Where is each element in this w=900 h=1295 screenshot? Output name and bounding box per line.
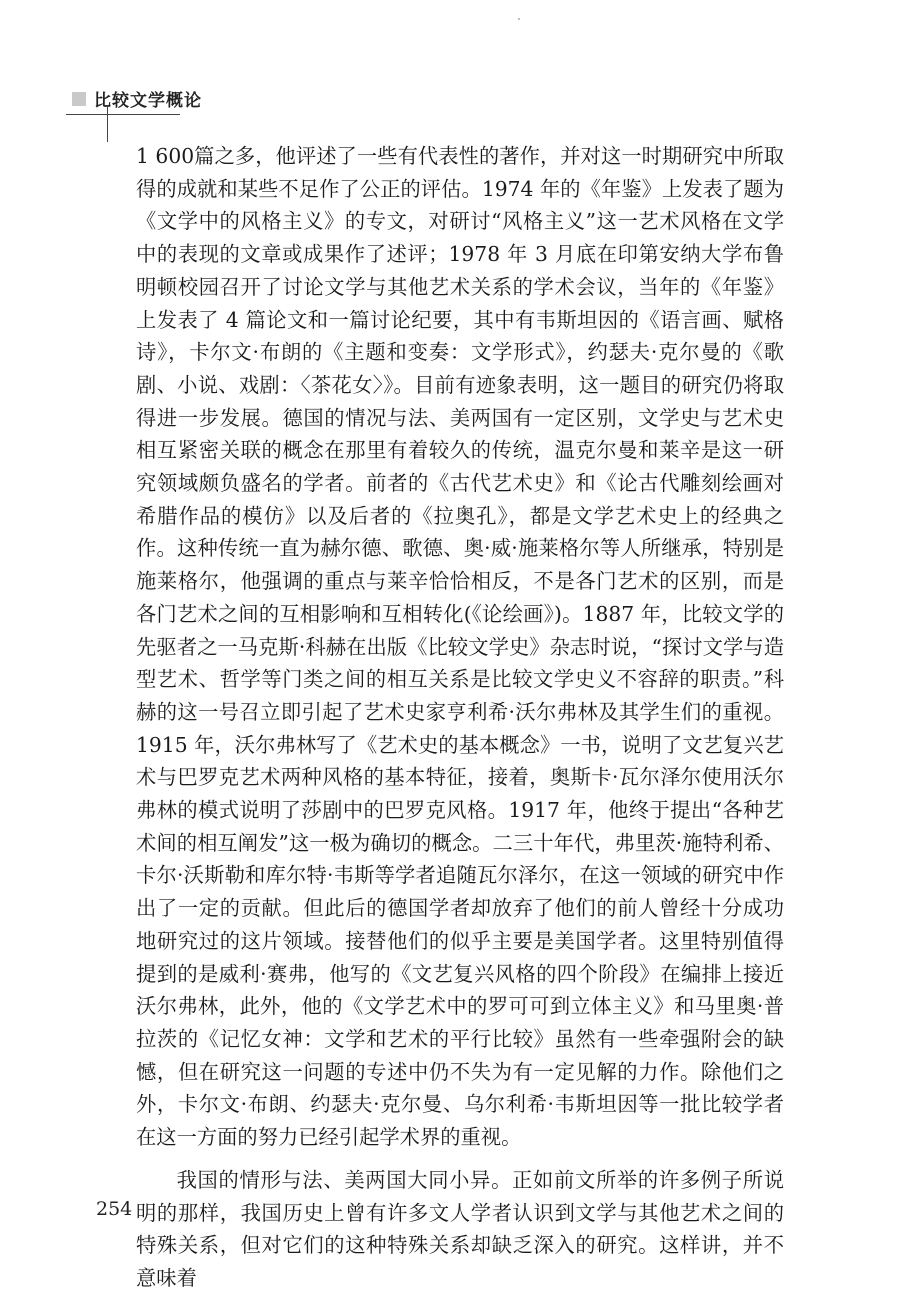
paragraph-continued: 1 600篇之多，他评述了一些有代表性的著作，并对这一时期研究中所取得的成就和某些不足作了公正的评估。1974 年的《年鉴》上发表了题为《文学中的风格主义》的专文，对研讨“风格主义”这一艺术风格在文学中的表现的文章或成果作了述评；1978 年 3 月底在印第安纳大学布鲁明顿校园召开了讨论文学与其他艺术关系的学术会议，当年的《年鉴》上发表了 4 篇论文和一篇讨论纪要，其中有韦斯坦因的《语言画、赋格诗》，卡尔文·布朗的《主题和变奏：文学形式》，约瑟夫·克尔曼的《歌剧、小说、戏剧：〈茶花女〉》。目前有迹象表明，这一题目的研究仍将取得进一步发展。德国的情况与法、美两国有一定区别，文学史与艺术史相互紧密关联的概念在那里有着较久的传统，温克尔曼和莱辛是这一研究领域颇负盛名的学者。前者的《古代艺术史》和《论古代雕刻绘画对希腊作品的模仿》以及后者的《拉奥孔》，都是文学艺术史上的经典之作。这种传统一直为赫尔德、歌德、奥·威·施莱格尔等人所继承，特别是施莱格尔，他强调的重点与莱辛恰恰相反，不是各门艺术的区别，而是各门艺术之间的互相影响和互相转化(《论绘画》)。1887 年，比较文学的先驱者之一马克斯·科赫在出版《比较文学史》杂志时说，“探讨文学与造型艺术、哲学等门类之间的相互关系是比较文学史义不容辞的职责。”科赫的这一号召立即引起了艺术史家亨利希·沃尔弗林及其学生们的重视。1915 年，沃尔弗林写了《艺术史的基本概念》一书，说明了文艺复兴艺术与巴罗克艺术两种风格的基本特征，接着，奥斯卡·瓦尔泽尔使用沃尔弗林的模式说明了莎剧中的巴罗克风格。1917 年，他终于提出“各种艺术间的相互阐发”这一极为确切的概念。二三十年代，弗里茨·施特利希、卡尔·沃斯勒和库尔特·韦斯等学者追随瓦尔泽尔，在这一领域的研究中作出了一定的贡献。但此后的德国学者却放弃了他们的前人曾经十分成功地研究过的这片领域。接替他们的似乎主要是美国学者。这里特别值得提到的是威利·赛弗，他写的《文艺复兴风格的四个阶段》在编排上接近沃尔弗林，此外，他的《文学艺术中的罗可可到立体主义》和马里奥·普拉茨的《记忆女神：文学和艺术的平行比较》虽然有一些牵强附会的缺憾，但在研究这一问题的专述中仍不失为有一定见解的力作。除他们之外，卡尔文·布朗、约瑟夫·克尔曼、乌尔利希·韦斯坦因等一批比较学者在这一方面的努力已经引起学术界的重视。: [136, 144, 784, 1150]
page-number: 254: [96, 1198, 133, 1220]
book-title: 比较文学概论: [94, 91, 202, 111]
scan-speck: [518, 18, 520, 20]
header-rule-horizontal: [66, 114, 180, 115]
body-text: [136, 140, 784, 1295]
header-square-icon: [72, 92, 86, 106]
header-rule-vertical: [107, 106, 108, 142]
running-header: [72, 86, 202, 111]
paragraph: 我国的情形与法、美两国大同小异。正如前文所举的许多例子所说明的那样，我国历史上曾有许多文人学者认识到文学与其他艺术之间的特殊关系，但对它们的这种特殊关系却缺乏深入的研究。这样讲，并不意味着: [136, 1167, 784, 1290]
